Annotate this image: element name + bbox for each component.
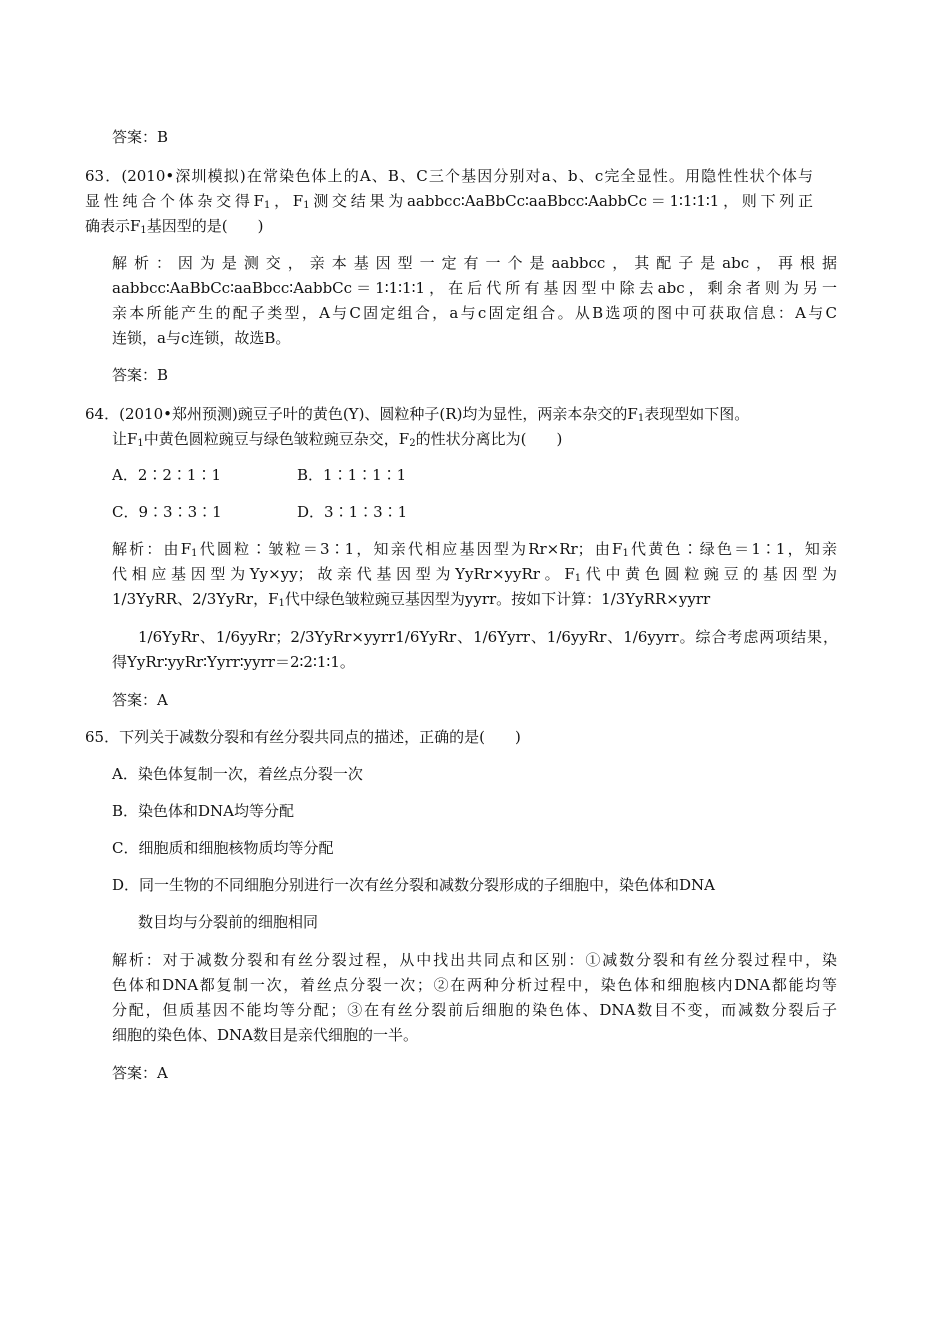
q64-option-d: D．3∶1∶3∶1 [297,503,408,521]
q65-analysis-line1: 解析：对于减数分裂和有丝分裂过程，从中找出共同点和区别：①减数分裂和有丝分裂过程中，染 [112,951,837,969]
q64-option-c: C．9∶3∶3∶1 [112,503,222,521]
q64-stem-line2: 让$F_1$中黄色圆粒豌豆与绿色皱粒豌豆杂交，$F_2$的性状分离比为( ) [112,430,563,449]
q65-option-b: B．染色体和DNA均等分配 [112,802,295,820]
q65-option-a: A．染色体复制一次，着丝点分裂一次 [112,765,363,783]
q63-stem-line1: 63．(2010•深圳模拟)在常染色体上的A、B、C三个基因分别对a、b、c完全显性。用隐性性状个体与 [85,167,813,185]
q63-stem-line3: 确表示$F_1$基因型的是( ) [85,217,264,236]
q65-analysis-line4: 细胞的染色体、DNA数目是亲代细胞的一半。 [112,1026,418,1044]
q64-analysis-line1: 解析：由$F_1$代圆粒∶皱粒＝3∶1，知亲代相应基因型为Rr×Rr；由$F_1$代黄色∶绿色＝1∶1，知亲 [112,540,838,559]
q63-analysis-line1: 解析：因为是测交，亲本基因型一定有一个是aabbcc，其配子是abc，再根据 [112,254,837,272]
q64-stem-line1: 64．(2010•郑州预测)豌豆子叶的黄色(Y)、圆粒种子(R)均为显性，两亲本杂交的$F_1$表现型如下图。 [85,405,750,424]
q64-analysis-line5: 得YyRr∶yyRr∶Yyrr∶yyrr＝2∶2∶1∶1。 [112,653,355,671]
q64-option-b: B．1∶1∶1∶1 [297,466,407,484]
q65-option-c: C．细胞质和细胞核物质均等分配 [112,839,334,857]
q63-analysis-line4: 连锁，a与c连锁，故选B。 [112,329,291,347]
answer-prev: 答案：B [112,128,169,146]
q65-option-d-line1: D．同一生物的不同细胞分别进行一次有丝分裂和减数分裂形成的子细胞中，染色体和DNA [112,876,716,894]
q64-analysis-line2: 代相应基因型为Yy×yy；故亲代基因型为YyRr×yyRr。$F_1$代中黄色圆粒豌豆的基因型为 [112,565,837,584]
q63-analysis-line3: 亲本所能产生的配子类型，A与C固定组合，a与c固定组合。从B选项的图中可获取信息：A与C [112,304,837,322]
q65-analysis-line3: 分配，但质基因不能均等分配；③在有丝分裂前后细胞的染色体、DNA数目不变，而减数分裂后子 [112,1001,837,1019]
q64-option-a: A．2∶2∶1∶1 [112,466,222,484]
q65-analysis-line2: 色体和DNA都复制一次，着丝点分裂一次；②在两种分析过程中，染色体和细胞核内DNA都能均等 [112,976,837,994]
q64-analysis-line3: 1/3YyRR、2/3YyRr，$F_1$代中绿色皱粒豌豆基因型为yyrr。按如下计算：1/3YyRR×yyrr [112,590,711,609]
q65-option-d-line2: 数目均与分裂前的细胞相同 [138,913,319,931]
q63-answer: 答案：B [112,366,169,384]
q65-answer: 答案：A [112,1064,168,1082]
q63-analysis-line2: aabbcc∶AaBbCc∶aaBbcc∶AabbCc＝1∶1∶1∶1，在后代所有基因型中除去abc，剩余者则为另一 [112,279,837,297]
q64-analysis-line4: 1/6YyRr、1/6yyRr；2/3YyRr×yyrr1/6YyRr、1/6Yyrr、1/6yyRr、1/6yyrr。综合考虑两项结果， [138,628,838,646]
q64-answer: 答案：A [112,691,168,709]
q65-stem: 65．下列关于减数分裂和有丝分裂共同点的描述，正确的是( ) [85,728,521,746]
q63-stem-line2: 显性纯合个体杂交得$F_1$，$F_1$测交结果为aabbcc∶AaBbCc∶aaBbcc∶AabbCc＝1∶1∶1∶1，则下列正 [85,192,813,211]
